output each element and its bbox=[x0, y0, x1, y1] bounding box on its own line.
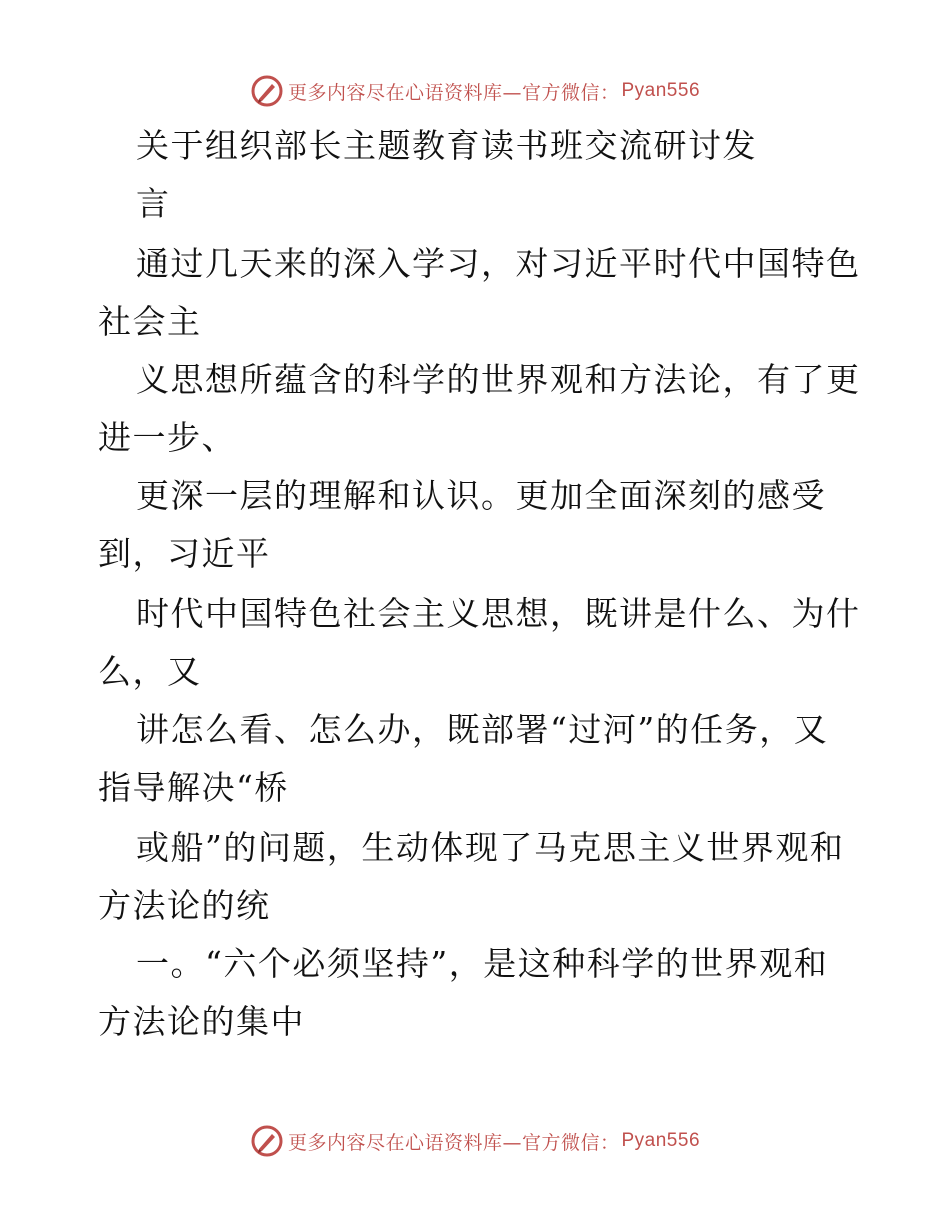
doc-line: 到，习近平 bbox=[98, 534, 271, 573]
doc-title-line-2: 言 bbox=[136, 184, 171, 223]
doc-line: 进一步、 bbox=[98, 418, 236, 457]
doc-line: 社会主 bbox=[98, 302, 202, 341]
doc-title-line-1: 关于组织部长主题教育读书班交流研讨发 bbox=[136, 126, 757, 165]
doc-line: 更深一层的理解和认识。更加全面深刻的感受 bbox=[136, 476, 826, 515]
doc-line: 指导解决“桥 bbox=[98, 768, 289, 807]
doc-line: 义思想所蕴含的科学的世界观和方法论，有了更 bbox=[136, 360, 861, 399]
footer-watermark bbox=[0, 1124, 950, 1158]
pen-logo-icon bbox=[250, 74, 284, 108]
doc-line: 方法论的统 bbox=[98, 886, 271, 925]
watermark-text: 更多内容尽在心语资料库—官方微信： bbox=[287, 1131, 620, 1154]
doc-line: 通过几天来的深入学习，对习近平时代中国特色 bbox=[136, 244, 861, 283]
doc-line: 一。“六个必须坚持”，是这种科学的世界观和 bbox=[136, 944, 829, 983]
doc-line: 讲怎么看、怎么办，既部署“过河”的任务，又 bbox=[136, 710, 829, 749]
watermark-wechat-id: Pyan556 bbox=[621, 1130, 701, 1151]
watermark-wechat-id: Pyan556 bbox=[621, 80, 701, 101]
watermark-text: 更多内容尽在心语资料库—官方微信： bbox=[287, 81, 620, 104]
pen-logo-icon bbox=[250, 1124, 284, 1158]
doc-line: 时代中国特色社会主义思想，既讲是什么、为什 bbox=[136, 594, 861, 633]
doc-line: 或船”的问题，生动体现了马克思主义世界观和 bbox=[136, 828, 845, 867]
doc-line: 么，又 bbox=[98, 652, 202, 691]
doc-line: 方法论的集中 bbox=[98, 1002, 305, 1041]
header-watermark bbox=[0, 74, 950, 108]
